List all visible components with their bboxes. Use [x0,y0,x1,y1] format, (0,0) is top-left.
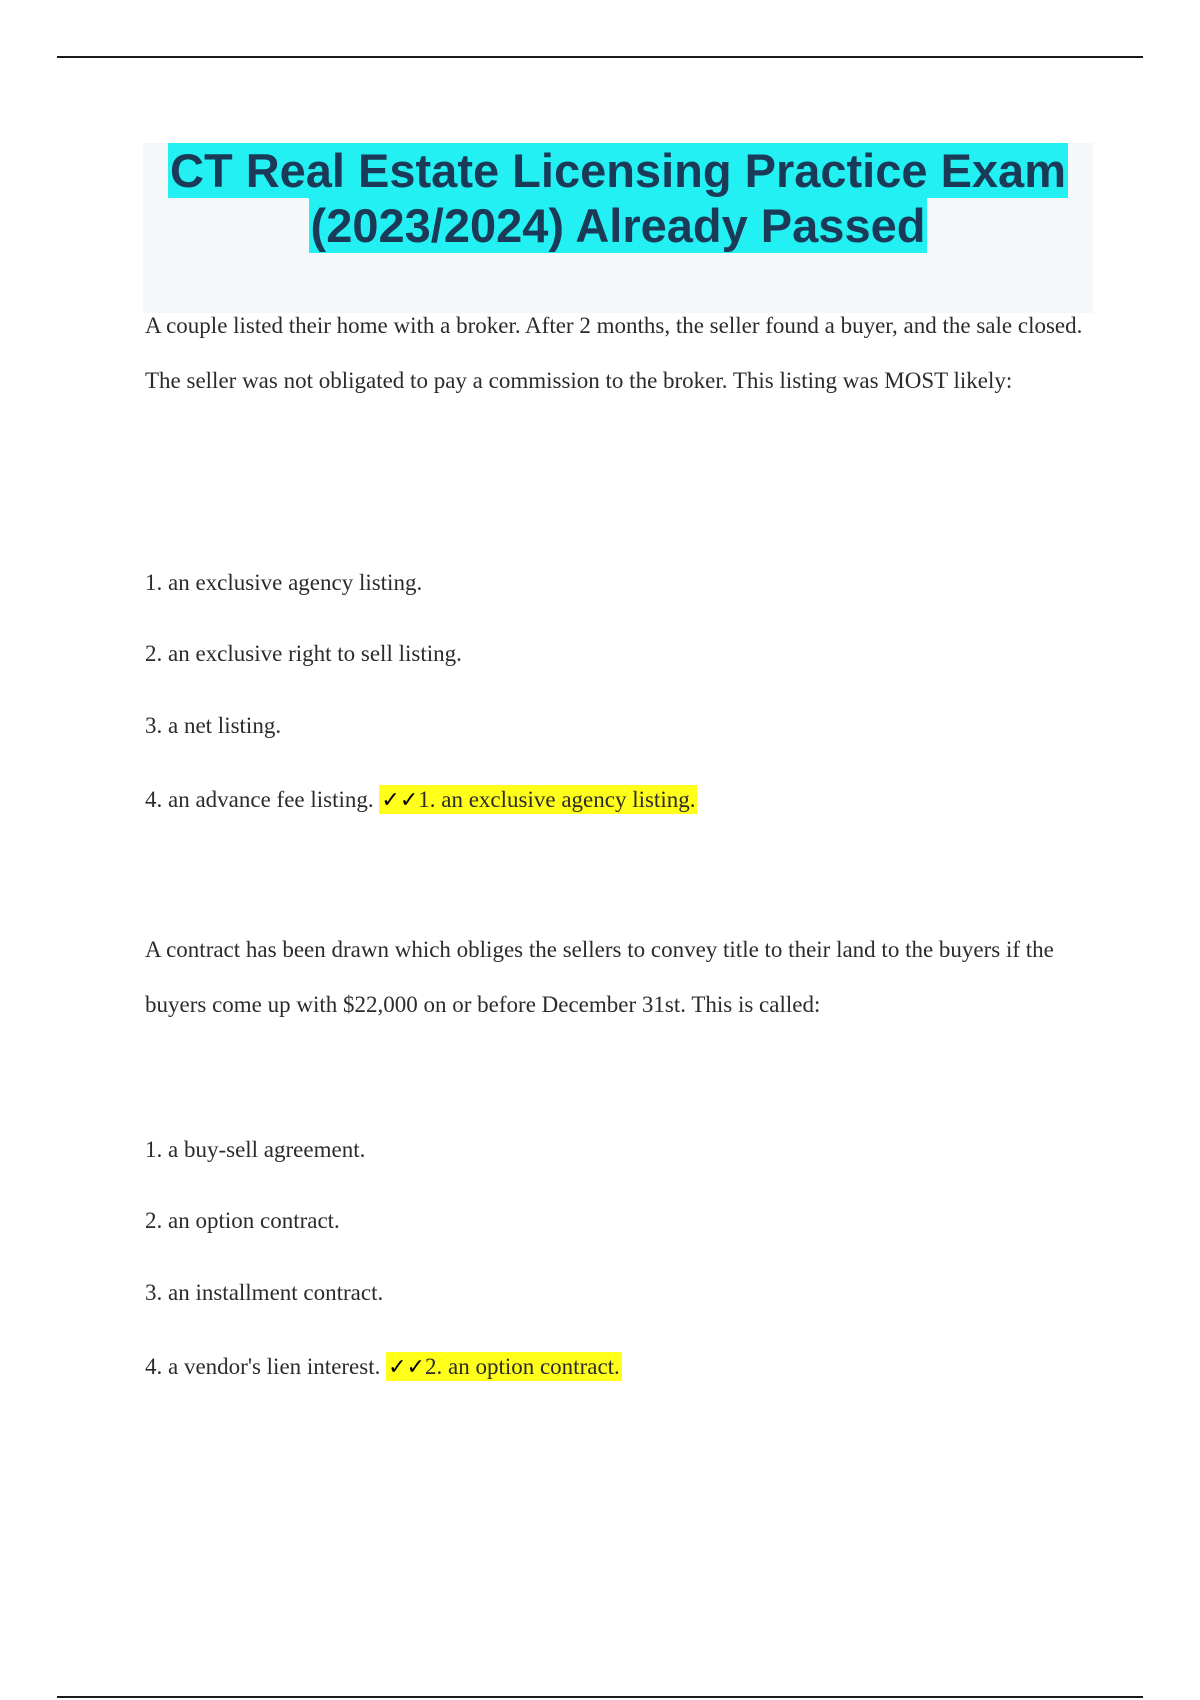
question-2-option-3: 3. an installment contract. [145,1280,384,1305]
page-title-line-2: (2023/2024) Already Passed [310,199,926,252]
question-1-option-4-row [145,785,697,816]
question-2-option-1: 1. a buy-sell agreement. [145,1137,366,1162]
question-1-answer [379,785,697,814]
bottom-rule [57,1696,1143,1698]
question-2-text: A contract has been drawn which obliges the sellers to convey title to their land to the buyers if the buyers come up with $22,000 on or before December 31st. This is called: [145,937,1054,1017]
question-1-option-1: 1. an exclusive agency listing. [145,570,423,595]
question-2-option-2: 2. an option contract. [145,1208,340,1233]
question-2-answer [386,1352,622,1381]
double-check-icon: ✓✓ [388,1355,425,1380]
question-1-text: A couple listed their home with a broker. After 2 months, the seller found a buyer, and the sale closed. The seller was not obligated to pay a commission to the broker. This listing was MOST likely: [145,313,1083,393]
question-1-answer-text: 1. an exclusive agency listing. [418,787,696,812]
question-1-option-4: 4. an advance fee listing. [145,787,374,812]
question-2-option-4-row [145,1352,622,1383]
page-title-line-1: CT Real Estate Licensing Practice Exam [170,144,1066,197]
question-2-answer-text: 2. an option contract. [424,1354,620,1379]
top-rule [57,56,1143,58]
title-block [143,143,1093,313]
question-1-option-3: 3. a net listing. [145,713,282,738]
double-check-icon: ✓✓ [381,788,419,813]
question-2-option-4: 4. a vendor's lien interest. [145,1354,381,1379]
question-1-option-2: 2. an exclusive right to sell listing. [145,641,462,666]
